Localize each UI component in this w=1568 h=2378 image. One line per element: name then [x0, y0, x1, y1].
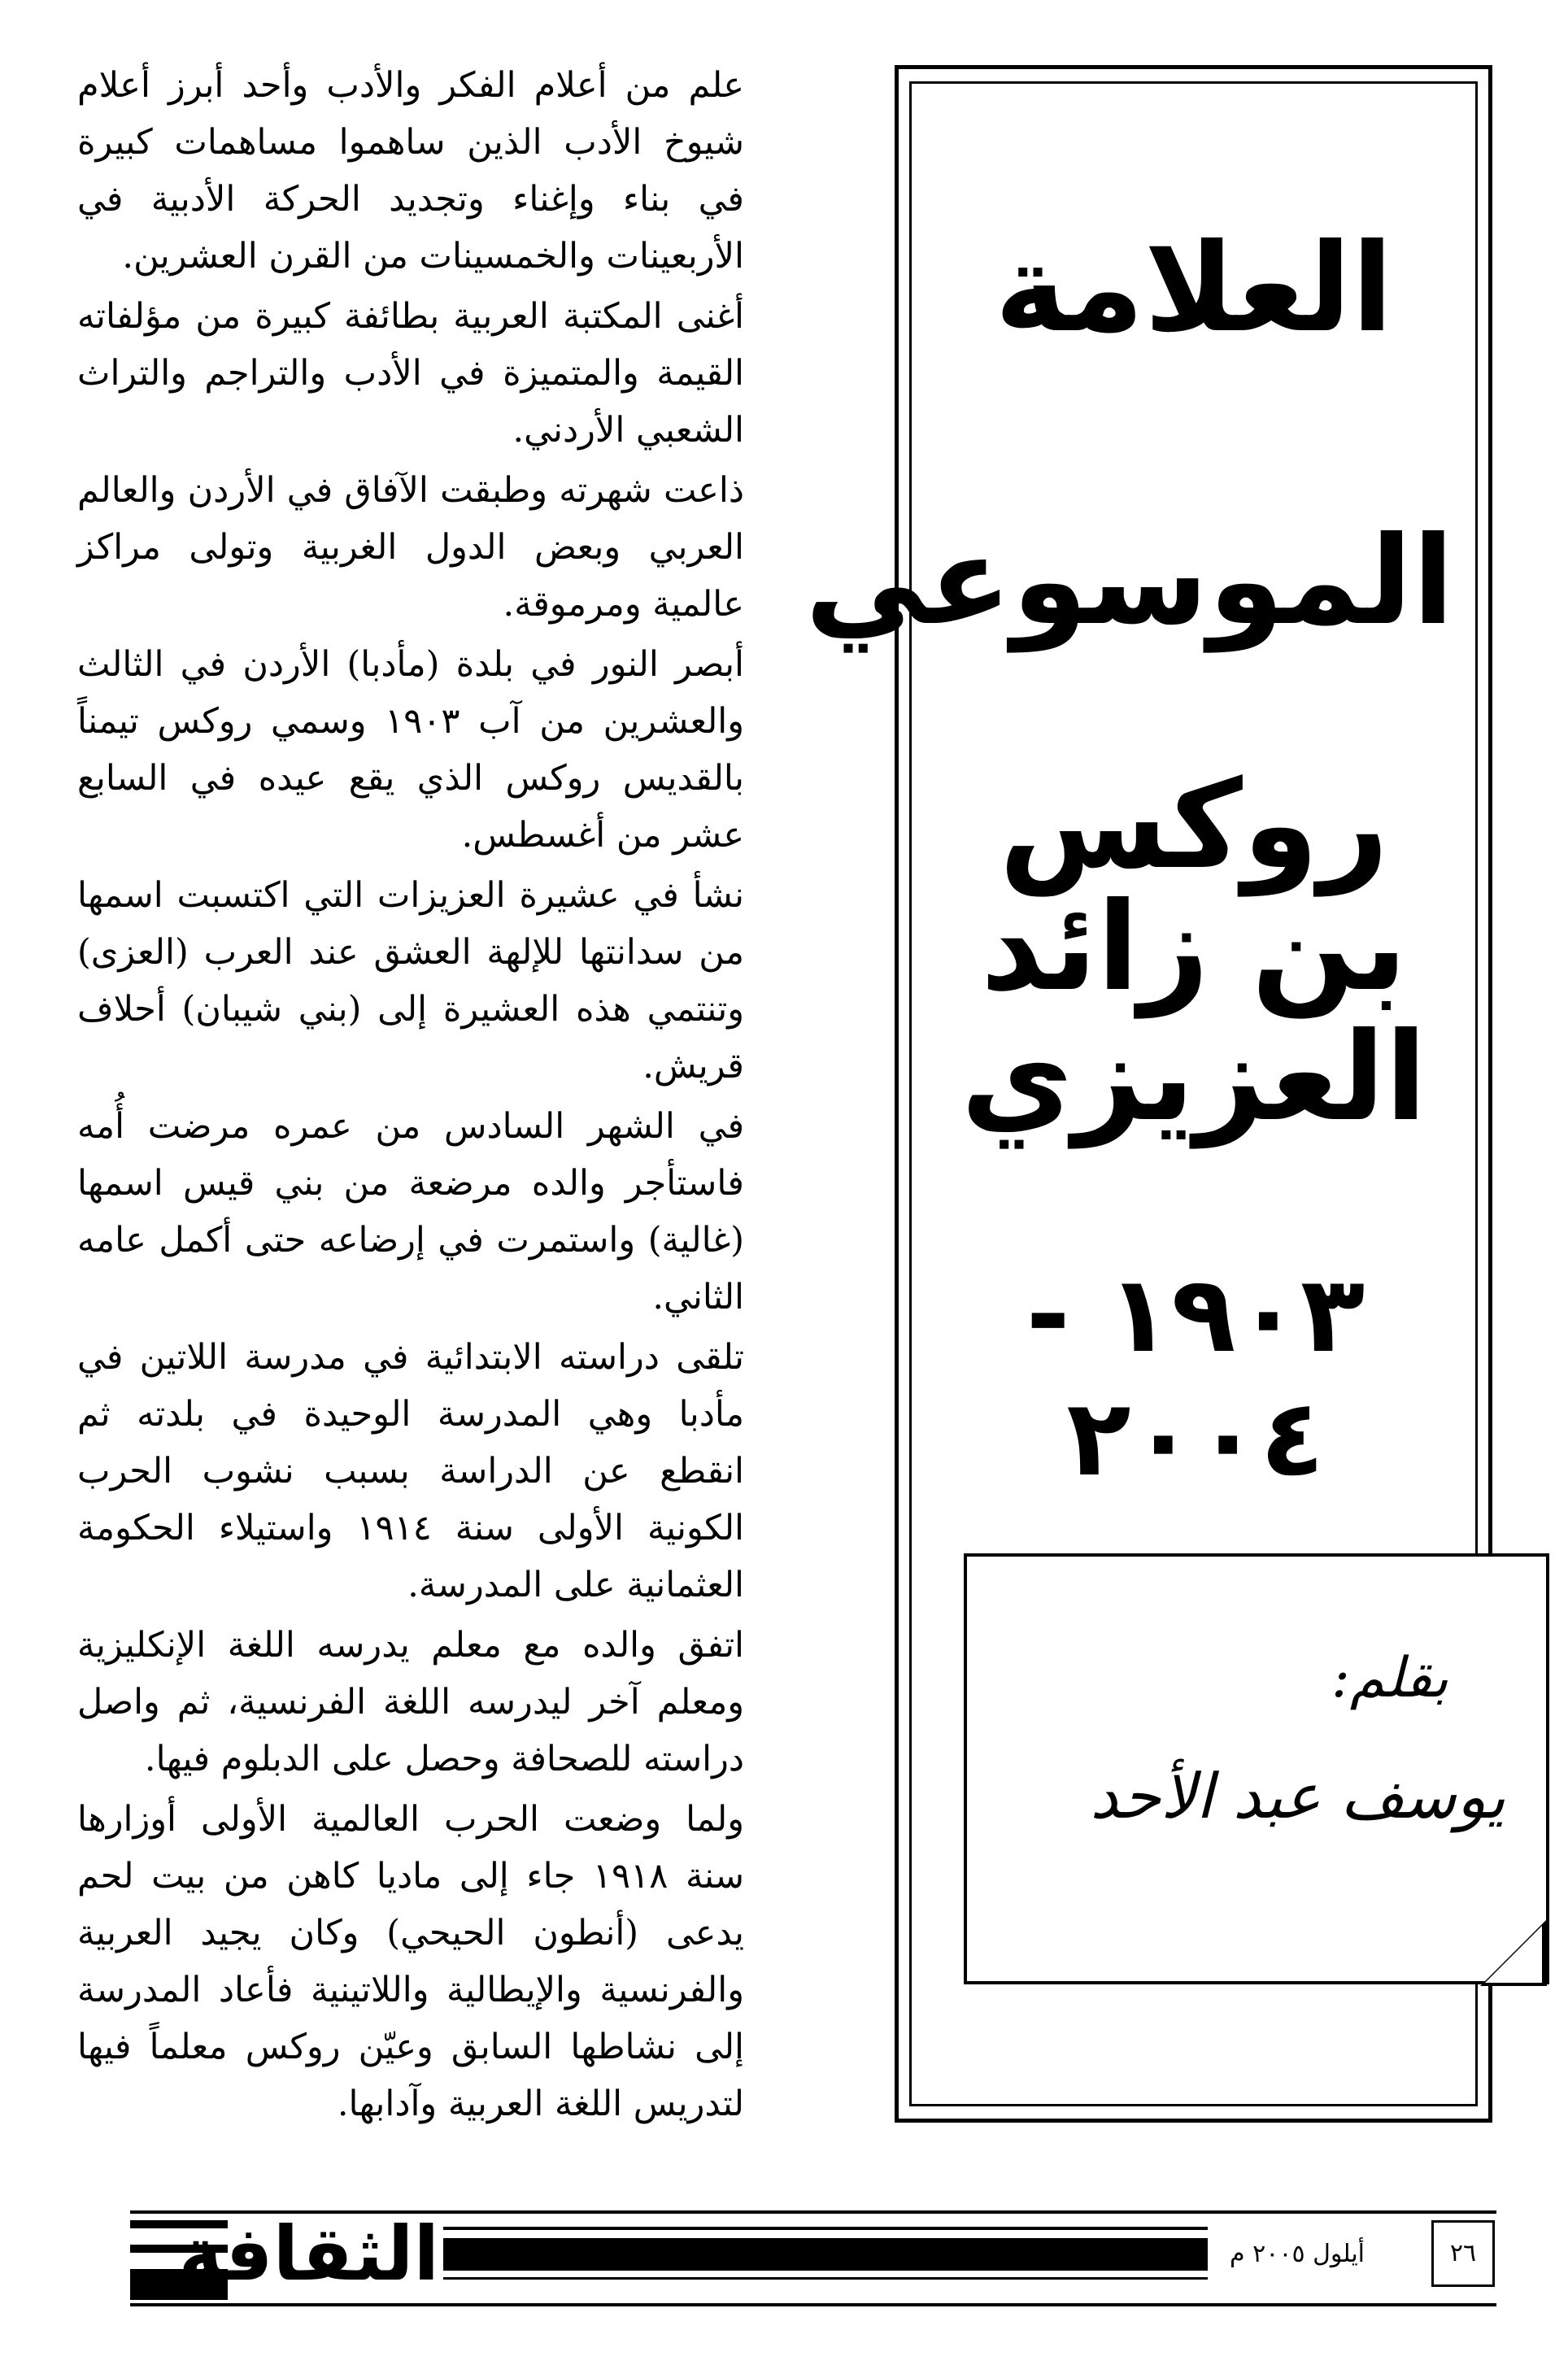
paragraph-2: أغنى المكتبة العربية بطائفة كبيرة من مؤلفاته القيمة والمتميزة في الأدب والتراجم والتراث الشعبي الأردني. — [77, 296, 744, 451]
footer-rule — [443, 2227, 1208, 2230]
title-line-1: العلامة — [994, 218, 1394, 359]
author-label: بقلم: — [1331, 1646, 1448, 1710]
author-card — [964, 1553, 1549, 1984]
footer-rule — [443, 2277, 1208, 2280]
paragraph-8: اتفق والده مع معلم يدرسه اللغة الإنكليزية ومعلم آخر ليدرسه اللغة الفرنسية، ثم واصل دراسته للصحافة وحصل على الدبلوم فيها. — [77, 1625, 744, 1779]
footer-bar — [443, 2238, 1208, 2271]
title-line-2: الموسوعي — [804, 511, 1454, 652]
paragraph-4: أبصر النور في بلدة (مأدبا) الأردن في الثالث والعشرين من آب ١٩٠٣ وسمي روكس تيمناً بالقديس روكس الذي يقع عيده في السابع عشر من أغسطس. — [77, 644, 745, 856]
footer-rule-bottom — [130, 2303, 1496, 2306]
page-number: ٢٦ — [1431, 2220, 1495, 2287]
title-line-3: روكس بن زائد — [980, 755, 1408, 1018]
magazine-name: الثقافة — [178, 2210, 439, 2297]
author-name: يوسف عبد الأحد — [1090, 1760, 1505, 1832]
paragraph-6: في الشهر السادس من عمره مرضت أُمه فاستأجر والده مرضعة من بني قيس اسمها (غالية) واستمرت في إرضاعه حتى أكمل عامه الثاني. — [77, 1106, 744, 1317]
paragraph-5: نشأ في عشيرة العزيزات التي اكتسبت اسمها من سدانتها للإلهة العشق عند العرب (العزى) وتنتمي هذه العشيرة إلى (بني شيبان) أحلاف قريش. — [77, 875, 744, 1087]
paragraph-7: تلقى دراسته الابتدائية في مدرسة اللاتين في مأدبا وهي المدرسة الوحيدة في بلدته ثم انقطع عن الدراسة بسبب نشوب الحرب الكونية الأولى سنة ١٩١٤ واستيلاء الحكومة العثمانية على المدرسة. — [77, 1337, 745, 1605]
paragraph-3: ذاعت شهرته وطبقت الآفاق في الأردن والعالم العربي وبعض الدول الغربية وتولى مراكز عالمية ومرموقة. — [77, 470, 744, 625]
paragraph-1: علم من أعلام الفكر والأدب وأحد أبرز أعلام شيوخ الأدب الذين ساهموا مساهمات كبيرة في بناء وإغناء وتجديد الحركة الأدبية في الأربعينات والخمسينات من القرن العشرين. — [77, 65, 744, 277]
paragraph-9: ولما وضعت الحرب العالمية الأولى أوزارها سنة ١٩١٨ جاء إلى ماديا كاهن من بيت لحم يدعى (أنطون الحيحي) وكان يجيد العربية والفرنسية والإيطالية واللاتينية فأعاد المدرسة إلى نشاطها السابق وعيّن روكس معلماً فيها لتدريس اللغة العربية وآدابها. — [77, 1799, 744, 2124]
article-body — [77, 57, 744, 2136]
issue-date: أيلول ٢٠٠٥ م — [1229, 2240, 1365, 2268]
title-line-4: العزيزي — [960, 1007, 1427, 1148]
life-dates: ١٩٠٣ - ٢٠٠٤ — [1026, 1252, 1365, 1500]
page-curl-inner — [1485, 1926, 1542, 1983]
